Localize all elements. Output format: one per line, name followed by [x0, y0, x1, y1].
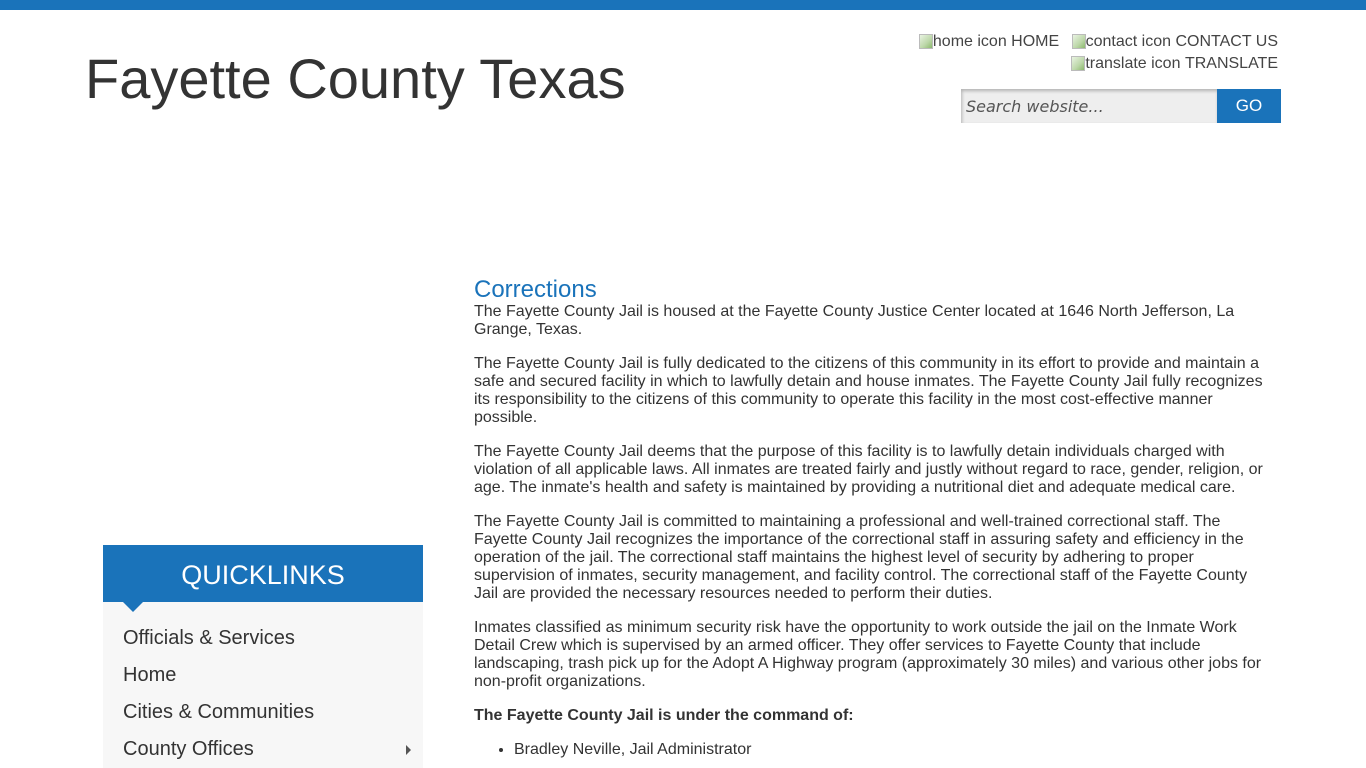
quicklink-label: County Offices [123, 738, 254, 760]
command-list-item: • Bradley Neville, Jail Administrator [514, 741, 1264, 759]
quicklink-home[interactable] [103, 657, 423, 694]
command-list [514, 741, 1264, 759]
contact-icon-alt: contact icon [1085, 33, 1172, 50]
translate-icon-alt: translate icon [1085, 55, 1181, 72]
search-go-button[interactable]: GO [1217, 89, 1281, 123]
quicklink-label: Cities & Communities [123, 701, 315, 723]
site-title[interactable]: Fayette County Texas [85, 47, 626, 110]
top-accent-bar [0, 0, 1366, 10]
utility-nav [919, 32, 1278, 76]
quicklink-cities-communities[interactable] [103, 694, 423, 731]
paragraph-work-detail: Inmates classified as minimum security risk have the opportunity to work outside the jail on the Inmate Work Detail Crew which is supervised by an armed officer. They offer services to Fayette County that include landscaping, trash pick up for the Adopt A Highway program (approximately 30 miles) and various other jobs for non-profit organizations. [474, 619, 1262, 690]
translate-link[interactable] [1071, 54, 1278, 73]
home-link[interactable] [919, 32, 1059, 51]
quicklink-officials-services[interactable] [103, 620, 423, 657]
paragraph-dedication: The Fayette County Jail is fully dedicated to the citizens of this community in its effort to provide and maintain a safe and secured facility in which to lawfully detain and house inmates. The Fayette County Jail fully recognizes its responsibility to the citizens of this community to operate this facility in the most cost-effective manner possible. [474, 355, 1263, 426]
submenu-arrow-icon [406, 745, 411, 755]
quicklinks-list [103, 602, 423, 768]
page-heading: Corrections [474, 276, 597, 303]
quicklinks-panel [103, 545, 423, 768]
home-icon [919, 34, 933, 49]
contact-link-label: CONTACT US [1175, 33, 1278, 50]
main-content [474, 277, 1264, 759]
command-heading: The Fayette County Jail is under the command of: [474, 707, 854, 724]
quicklink-county-offices[interactable] [103, 731, 423, 768]
site-search [961, 89, 1281, 123]
quicklinks-title: QUICKLINKS [103, 545, 423, 602]
quicklink-label: Home [123, 664, 177, 686]
contact-icon [1072, 34, 1086, 49]
search-input[interactable] [961, 89, 1217, 123]
paragraph-staff: The Fayette County Jail is committed to maintaining a professional and well-trained correctional staff. The Fayette County Jail recognizes the importance of the correctional staff in assuring safety and efficiency in the operation of the jail. The correctional staff maintains the highest level of security by adhering to proper supervision of inmates, security management, and facility control. The correctional staff of the Fayette County Jail are provided the necessary resources needed to perform their duties. [474, 513, 1248, 602]
quicklink-label: Officials & Services [123, 627, 295, 649]
home-icon-alt: home icon [932, 33, 1007, 50]
translate-link-label: TRANSLATE [1184, 55, 1278, 72]
paragraph-location: The Fayette County Jail is housed at the Fayette County Justice Center located at 1646 North Jefferson, La Grange, Texas. [474, 303, 1235, 338]
translate-icon [1071, 56, 1085, 71]
home-link-label: HOME [1011, 33, 1060, 50]
contact-us-link[interactable] [1072, 32, 1278, 51]
paragraph-purpose: The Fayette County Jail deems that the purpose of this facility is to lawfully detain individuals charged with violation of all applicable laws. All inmates are treated fairly and justly without regard to race, gender, religion, or age. The inmate's health and safety is maintained by providing a nutritional diet and adequate medical care. [474, 443, 1263, 496]
